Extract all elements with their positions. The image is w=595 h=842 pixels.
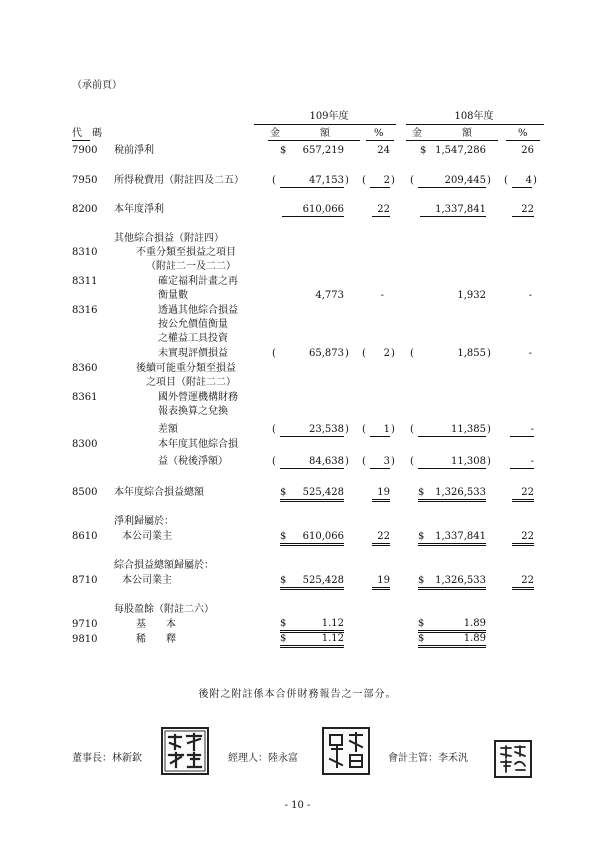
- paren-open: (: [272, 348, 276, 359]
- pct-2019: 4: [512, 175, 532, 188]
- paren-open: (: [272, 424, 276, 435]
- row-code: 9710: [72, 619, 98, 630]
- currency-sign: $: [280, 633, 287, 644]
- paren-close: ): [345, 175, 349, 186]
- row-code: 8500: [72, 487, 98, 498]
- amount-2019: 1,337,841: [435, 531, 486, 542]
- amount-2019-cell: [418, 531, 486, 546]
- row-code: 8361: [72, 392, 98, 403]
- row-label: 稀 釋: [136, 634, 176, 645]
- currency-sign: $: [280, 145, 287, 156]
- row-code: 8610: [72, 531, 98, 542]
- pct-2019: 26: [521, 145, 534, 156]
- amount-2020-cell: [280, 531, 344, 546]
- amount-2020: 610,066: [282, 204, 344, 217]
- pct-2019: 22: [512, 531, 534, 546]
- paren-close: ): [391, 348, 395, 359]
- paren-open: (: [362, 175, 366, 186]
- amount-2019: 1,326,533: [435, 575, 486, 586]
- pct-2020: 24: [377, 145, 390, 156]
- currency-sign: $: [420, 145, 427, 156]
- amount-2019: 1.89: [463, 618, 486, 629]
- paren-close: ): [533, 175, 537, 186]
- currency-sign: $: [418, 633, 425, 644]
- paren-open: (: [504, 175, 508, 186]
- pct-2020: 3: [370, 456, 390, 469]
- pct-2019: -: [510, 456, 534, 469]
- page-number: - 10 -: [284, 800, 311, 811]
- row-label-cont: 之權益工具投資: [158, 333, 228, 344]
- paren-close: ): [487, 175, 491, 186]
- row-label-cont: 之項目（附註二二）: [146, 377, 236, 388]
- row-label: 本年度淨利: [114, 204, 164, 215]
- currency-sign: $: [280, 531, 287, 542]
- row-label: 後續可能重分類至損益: [136, 363, 236, 374]
- row-label-cont: 益（稅後淨額）: [158, 456, 228, 467]
- amount-2020: 84,638: [280, 456, 344, 469]
- chairman-signature: 董事長：林新欽: [72, 753, 142, 764]
- pct-2020: 19: [372, 575, 390, 590]
- amount-2019-cell: [418, 618, 486, 633]
- accountant-seal: [494, 740, 532, 778]
- amount-2019: 1,547,286: [435, 145, 486, 156]
- amount-2019: 1,855: [457, 348, 486, 359]
- row-code: 8360: [72, 363, 98, 374]
- amount-header-2020: 金 額: [270, 128, 330, 139]
- paren-close: ): [487, 348, 491, 359]
- amount-2019: 1.89: [463, 633, 486, 644]
- paren-close: ): [391, 456, 395, 467]
- section-label: 淨利歸屬於：: [114, 516, 174, 527]
- row-label-cont: 按公允價值衡量: [158, 319, 228, 330]
- code-column-header: 代 碼: [72, 128, 102, 139]
- row-label: 本公司業主: [122, 575, 172, 586]
- amount-2020-rule: [268, 140, 360, 141]
- amount-2020: 23,538: [280, 424, 344, 437]
- paren-open: (: [410, 175, 414, 186]
- pct-header-2019: %: [518, 128, 528, 139]
- chairman-seal: [161, 727, 209, 775]
- paren-open: (: [272, 175, 276, 186]
- row-label: 稅前淨利: [114, 145, 154, 156]
- paren-open: (: [410, 424, 414, 435]
- section-label: 綜合損益總額歸屬於：: [114, 560, 214, 571]
- row-code: 8310: [72, 247, 98, 258]
- row-code: 8316: [72, 305, 98, 316]
- amount-2019: 11,385: [418, 424, 486, 437]
- paren-open: (: [272, 456, 276, 467]
- amount-2020: 4,773: [315, 290, 344, 301]
- manager-signature: 經理人：陸永富: [228, 753, 298, 764]
- paren-open: (: [362, 348, 366, 359]
- pct-2019: 22: [512, 487, 534, 502]
- pct-2020-rule: [366, 140, 394, 141]
- paren-close: ): [487, 456, 491, 467]
- row-label-cont: 衡量數: [158, 290, 188, 301]
- amount-2020-cell: [280, 618, 344, 633]
- row-label-cont: （附註二一及二二）: [146, 261, 236, 272]
- pct-2020: 2: [383, 348, 390, 359]
- manager-seal: [322, 727, 370, 775]
- pct-2020: 22: [372, 204, 390, 217]
- pct-header-2020: %: [374, 128, 384, 139]
- amount-2020-cell: [280, 633, 344, 648]
- amount-2019-cell: [418, 575, 486, 590]
- year-2019-header: 108年度: [454, 111, 494, 122]
- currency-sign: $: [280, 575, 287, 586]
- currency-sign: $: [280, 487, 287, 498]
- amount-2019-cell: [418, 487, 486, 502]
- amount-2020-cell: [280, 575, 344, 590]
- pct-2019: 22: [512, 575, 534, 590]
- row-label: 國外營運機構財務: [158, 392, 238, 403]
- row-label: 確定福利計畫之再: [158, 276, 238, 287]
- pct-2019: 22: [512, 204, 534, 217]
- pct-2020: 2: [370, 175, 390, 188]
- paren-close: ): [487, 424, 491, 435]
- amount-2019: 1,337,841: [420, 204, 486, 217]
- amount-2019: 209,445: [418, 175, 486, 188]
- amount-2019: 1,326,533: [435, 487, 486, 498]
- paren-close: ): [391, 424, 395, 435]
- row-label: 本年度其他綜合損: [158, 439, 238, 450]
- row-label: 所得稅費用（附註四及二五）: [114, 175, 244, 186]
- amount-2020: 47,153: [280, 175, 344, 188]
- amount-2019: 1,932: [457, 290, 486, 301]
- currency-sign: $: [418, 618, 425, 629]
- row-label: 基 本: [136, 619, 176, 630]
- paren-close: ): [345, 424, 349, 435]
- paren-close: ): [345, 456, 349, 467]
- pct-2019-rule: [506, 140, 540, 141]
- paren-open: (: [410, 456, 414, 467]
- row-code: 9810: [72, 634, 98, 645]
- row-code: 7900: [72, 145, 98, 156]
- amount-2019-rule: [406, 140, 498, 141]
- year-2020-rule: [254, 124, 396, 125]
- row-code: 7950: [72, 175, 98, 186]
- paren-open: (: [410, 348, 414, 359]
- pct-2019: -: [510, 424, 534, 437]
- amount-2019-cell: [418, 633, 486, 648]
- pct-2020: -: [380, 290, 384, 301]
- paren-open: (: [362, 424, 366, 435]
- row-label: 透過其他綜合損益: [158, 305, 238, 316]
- amount-2020: 657,219: [302, 145, 344, 156]
- pct-2019: -: [528, 348, 532, 359]
- footnote: 後附之附註係本合併財務報告之一部分。: [198, 689, 397, 700]
- pct-2020: 22: [372, 531, 390, 546]
- row-code: 8300: [72, 439, 98, 450]
- year-2020-header: 109年度: [309, 111, 349, 122]
- paren-open: (: [362, 456, 366, 467]
- row-label-cont: 未實現評價損益: [158, 348, 228, 359]
- row-code: 8710: [72, 575, 98, 586]
- amount-2020-cell: [280, 487, 344, 502]
- amount-2020: 525,428: [302, 575, 344, 586]
- code-header-rule: [72, 140, 90, 141]
- amount-2020: 610,066: [302, 531, 344, 542]
- paren-close: ): [391, 175, 395, 186]
- section-label: 其他綜合損益（附註四）: [114, 233, 224, 244]
- pct-2019: -: [528, 290, 532, 301]
- currency-sign: $: [280, 618, 287, 629]
- amount-header-2019: 金 額: [412, 128, 472, 139]
- row-label: 本公司業主: [122, 531, 172, 542]
- row-label-cont: 差額: [158, 424, 178, 435]
- paren-close: ): [345, 348, 349, 359]
- row-label: 本年度綜合損益總額: [114, 487, 204, 498]
- row-code: 8311: [72, 276, 98, 287]
- continued-note: （承前頁）: [72, 80, 122, 91]
- row-code: 8200: [72, 204, 98, 215]
- amount-2020: 1.12: [321, 618, 344, 629]
- row-label: 不重分類至損益之項目: [136, 247, 236, 258]
- pct-2020: 1: [370, 424, 390, 437]
- accountant-signature: 會計主管：李禾汎: [388, 753, 468, 764]
- amount-2019: 11,308: [418, 456, 486, 469]
- row-label-cont: 報表換算之兌換: [158, 406, 228, 417]
- amount-2020: 525,428: [302, 487, 344, 498]
- currency-sign: $: [418, 575, 425, 586]
- amount-2020: 1.12: [321, 633, 344, 644]
- section-label: 每股盈餘（附註二六）: [114, 604, 214, 615]
- currency-sign: $: [418, 531, 425, 542]
- amount-2020: 65,873: [309, 348, 344, 359]
- currency-sign: $: [418, 487, 425, 498]
- pct-2020: 19: [372, 487, 390, 502]
- year-2019-rule: [406, 124, 544, 125]
